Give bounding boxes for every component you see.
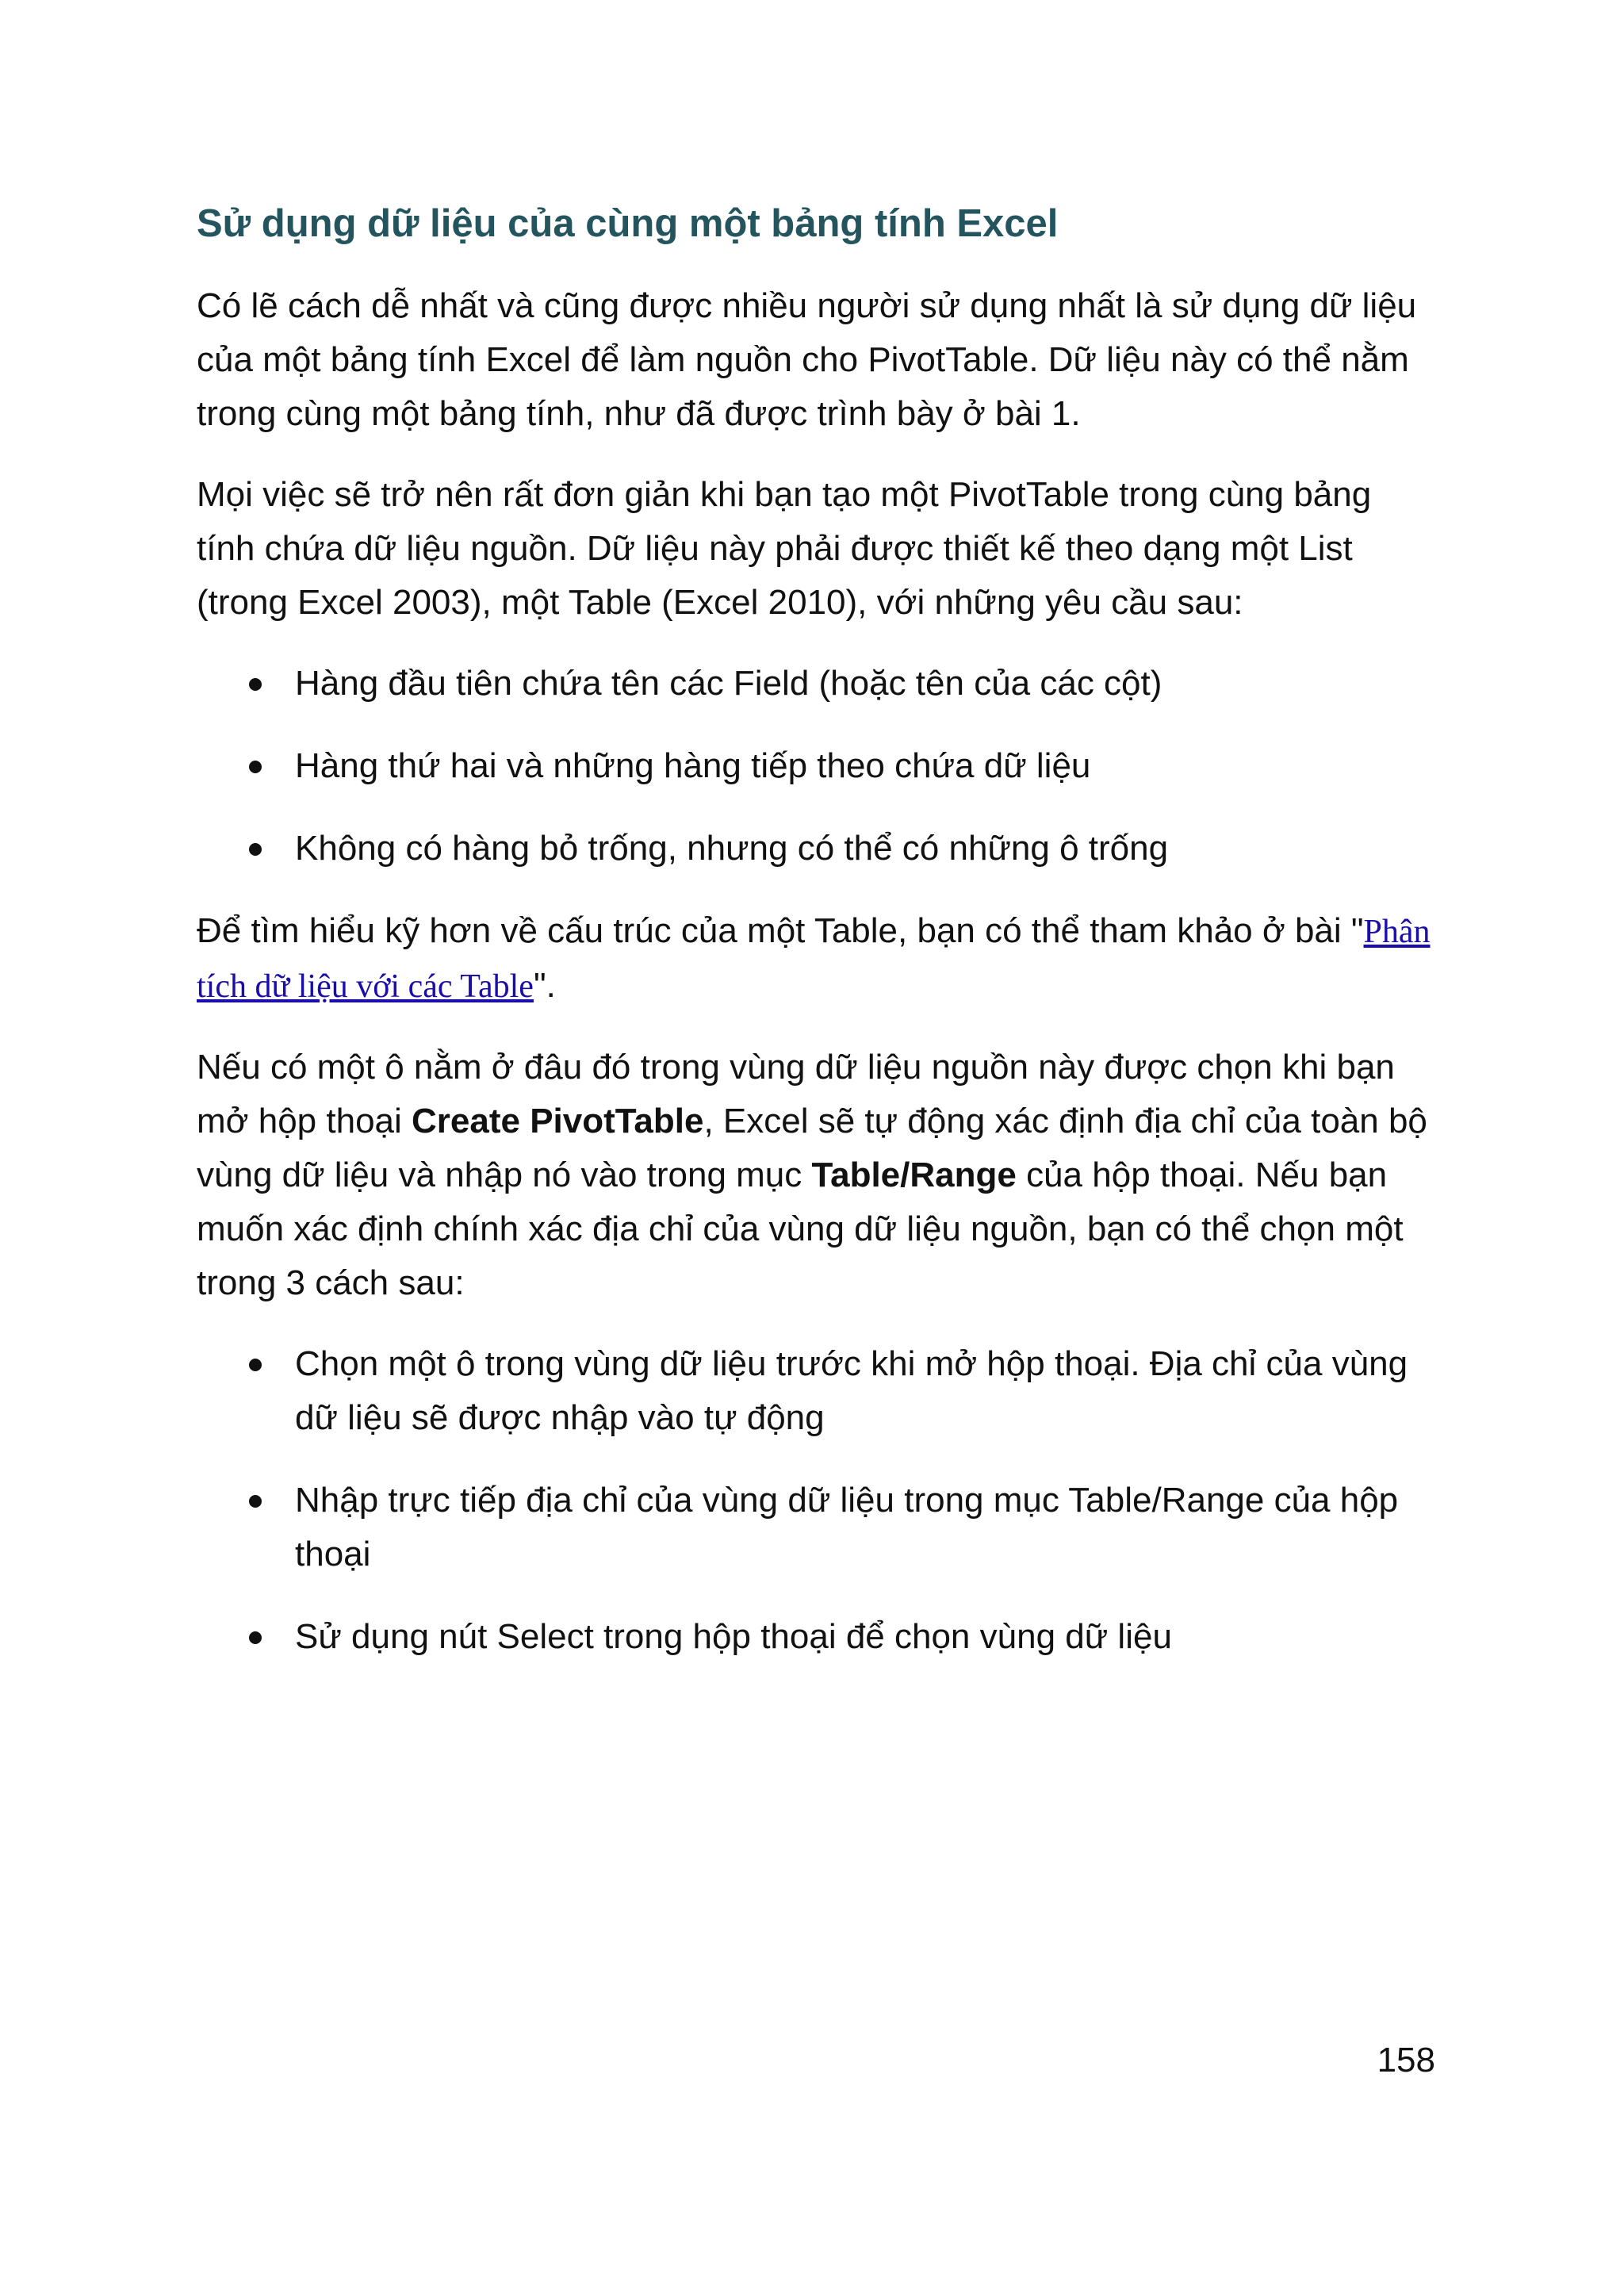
list-item xyxy=(197,739,1434,793)
paragraph-table-reference xyxy=(197,904,1434,1014)
section-heading: Sử dụng dữ liệu của cùng một bảng tính Excel xyxy=(197,202,1059,245)
list-item-text: Hàng thứ hai và những hàng tiếp theo chứa dữ liệu xyxy=(295,746,1091,785)
list-item xyxy=(197,822,1434,876)
paragraph-text-3: của hộp thoại. Nếu bạn muốn xác định chính xác địa chỉ của vùng dữ liệu nguồn, bạn có thể chọn một trong 3 cách sau: xyxy=(197,1156,1404,1302)
list-item xyxy=(197,1610,1434,1664)
reference-closing: ". xyxy=(533,966,556,1005)
reference-text: Để tìm hiểu kỹ hơn về cấu trúc của một Table, bạn có thể tham khảo ở bài " xyxy=(197,911,1364,950)
list-item-text: Hàng đầu tiên chứa tên các Field (hoặc tên của các cột) xyxy=(295,664,1162,703)
table-article-link[interactable]: Phân tích dữ liệu với các Table xyxy=(197,914,1431,1005)
list-item-text: Không có hàng bỏ trống, nhưng có thể có những ô trống xyxy=(295,829,1169,868)
paragraph-requirements: Mọi việc sẽ trở nên rất đơn giản khi bạn tạo một PivotTable trong cùng bảng tính chứa dữ liệu nguồn. Dữ liệu này phải được thiết kế theo dạng một List (trong Excel 2003), một Table (Excel 2010), với những yêu cầu sau: xyxy=(197,475,1372,622)
table-range-term: Table/Range xyxy=(811,1156,1017,1194)
paragraph-text-2: , Excel sẽ tự động xác định địa chỉ của toàn bộ vùng dữ liệu và nhập nó vào trong mục xyxy=(197,1102,1427,1194)
bullet-icon xyxy=(249,843,262,856)
methods-list xyxy=(197,1337,1434,1664)
bullet-icon xyxy=(249,761,262,773)
paragraph-create-pivottable xyxy=(197,1041,1434,1310)
create-pivottable-term: Create PivotTable xyxy=(412,1102,704,1140)
bullet-icon xyxy=(249,678,262,691)
bullet-icon xyxy=(249,1359,262,1371)
list-item xyxy=(197,657,1434,711)
list-item-text: Chọn một ô trong vùng dữ liệu trước khi mở hộp thoại. Địa chỉ của vùng dữ liệu sẽ được nhập vào tự động xyxy=(295,1344,1408,1437)
list-item xyxy=(197,1337,1434,1445)
page-number: 158 xyxy=(1377,2041,1435,2079)
requirements-list xyxy=(197,657,1434,876)
list-item-text: Sử dụng nút Select trong hộp thoại để chọn vùng dữ liệu xyxy=(295,1617,1172,1656)
list-item xyxy=(197,1474,1434,1581)
page-content xyxy=(197,197,1434,1692)
bullet-icon xyxy=(249,1631,262,1644)
bullet-icon xyxy=(249,1495,262,1508)
list-item-text: Nhập trực tiếp địa chỉ của vùng dữ liệu trong mục Table/Range của hộp thoại xyxy=(295,1481,1399,1573)
paragraph-text-1: Nếu có một ô nằm ở đâu đó trong vùng dữ liệu nguồn này được chọn khi bạn mở hộp thoại xyxy=(197,1048,1395,1140)
paragraph-intro: Có lẽ cách dễ nhất và cũng được nhiều người sử dụng nhất là sử dụng dữ liệu của một bảng tính Excel để làm nguồn cho PivotTable. Dữ liệu này có thể nằm trong cùng một bảng tính, như đã được trình bày ở bài 1. xyxy=(197,286,1417,433)
